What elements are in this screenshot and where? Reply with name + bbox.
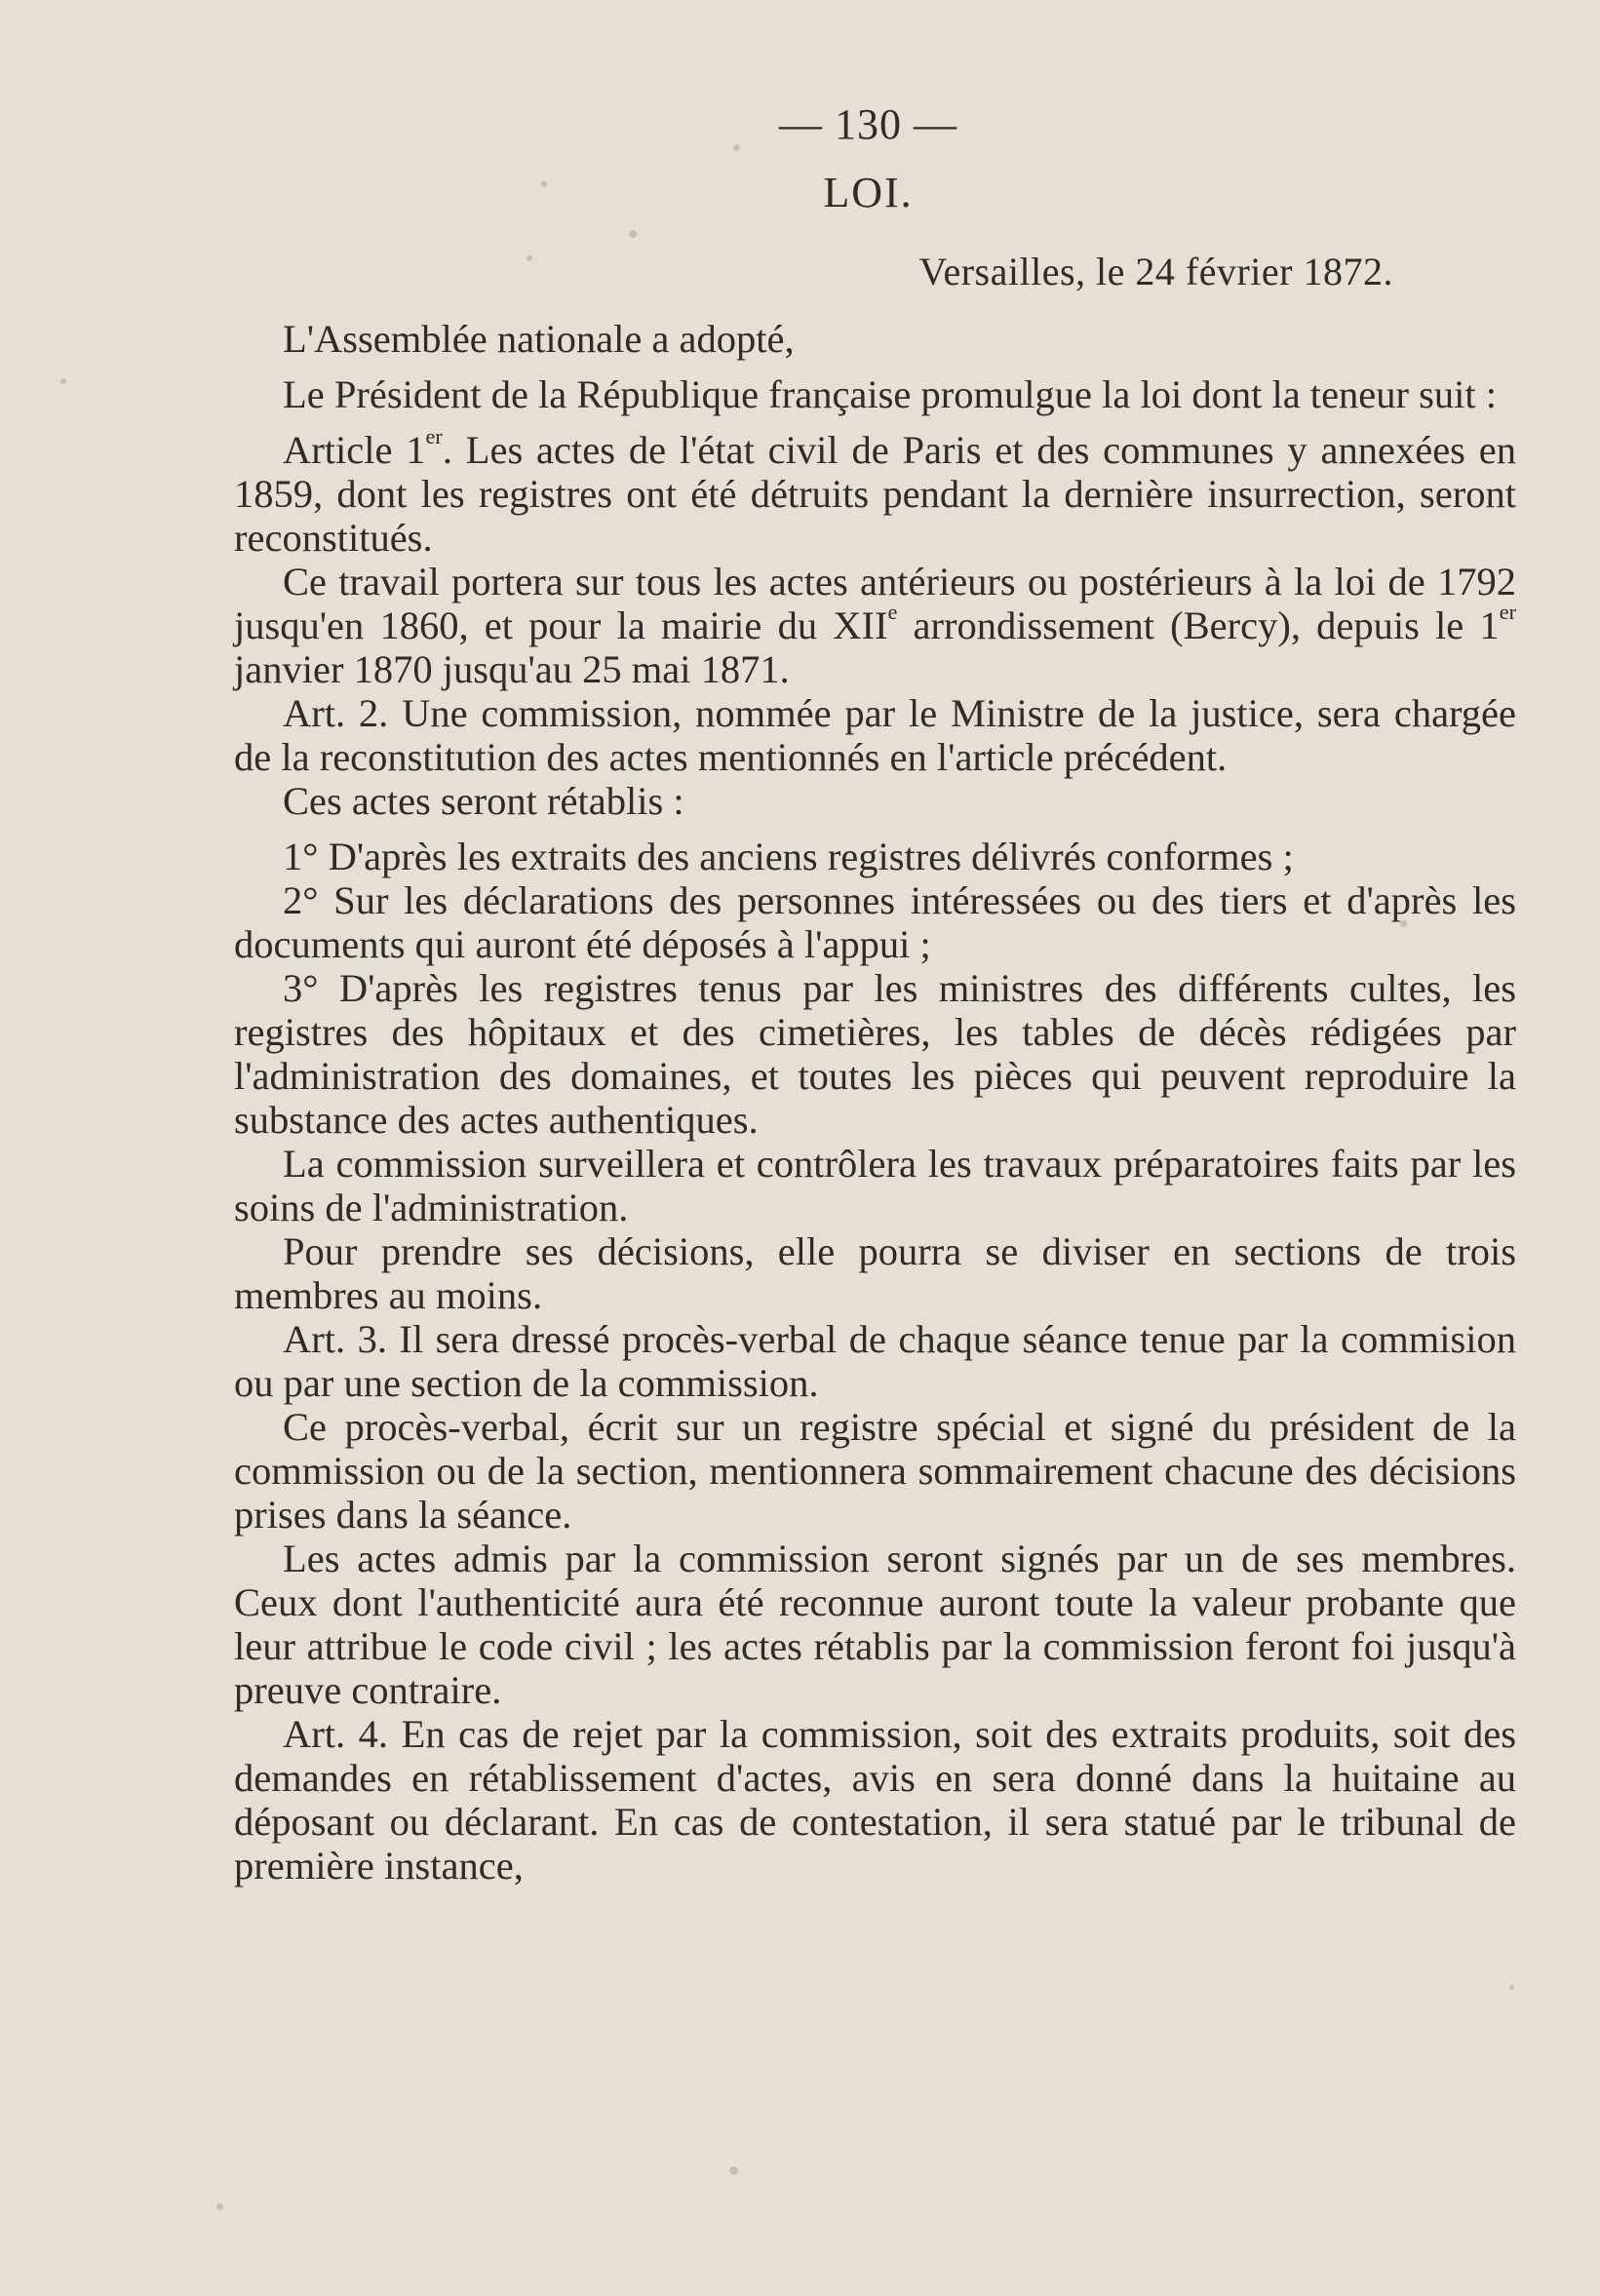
- ordinal-suffix: er: [1499, 599, 1516, 624]
- paragraph-promulgation: Le Président de la République française promulgue la loi dont la teneur suit :: [283, 372, 1498, 416]
- paragraph-proces-verbal: Ce procès-verbal, écrit sur un registre spécial et signé du président de la commission ou de la section, mentionnera sommairement chacune des décisions prises dans la séance.: [234, 1405, 1516, 1537]
- paragraph-article-3: Art. 3. Il sera dressé procès-verbal de chaque séance tenue par la commision ou par une section de la commission.: [234, 1317, 1516, 1405]
- paper-speck: [527, 255, 532, 261]
- scope-text-part-3: janvier 1870 jusqu'au 25 mai 1871.: [234, 647, 790, 691]
- law-title: LOI.: [823, 169, 914, 216]
- paragraph-adoption: L'Assemblée nationale a adopté,: [283, 317, 795, 361]
- paragraph-item-1: 1° D'après les extraits des anciens registres délivrés conformes ;: [283, 835, 1294, 878]
- paragraph-acts-admitted: Les actes admis par la commission seront signés par un de ses membres. Ceux dont l'authenticité aura été reconnue auront toute la valeur probante que leur attribue le code civil ; les actes rétablis par la commission feront foi jusqu'à preuve contraire.: [234, 1537, 1516, 1712]
- paper-speck: [216, 2203, 223, 2210]
- law-text: [234, 317, 1516, 1887]
- paragraph-commission-sections: Pour prendre ses décisions, elle pourra se diviser en sections de trois membres au moins.: [234, 1229, 1516, 1317]
- paragraph-article-2: Art. 2. Une commission, nommée par le Ministre de la justice, sera chargée de la reconstitution des actes mentionnés en l'article précédent.: [234, 691, 1516, 779]
- paper-speck: [729, 2166, 738, 2175]
- paragraph-acts-restored: Ces actes seront rétablis :: [283, 779, 684, 823]
- paragraph-item-2: 2° Sur les déclarations des personnes intéressées ou des tiers et d'après les documents qui auront été déposés à l'appui ;: [234, 878, 1516, 966]
- scope-text-part-2: arrondissement (Bercy), depuis le 1: [897, 603, 1500, 647]
- paper-speck: [1509, 1985, 1514, 1990]
- scope-text-part-1: Ce travail portera sur tous les actes antérieurs ou postérieurs à la loi de 1792 jusqu'en 1860, et pour la mairie du XII: [234, 560, 1516, 647]
- place-and-date: Versailles, le 24 février 1872.: [918, 250, 1393, 293]
- paper-speck: [629, 230, 637, 238]
- paragraph-article-4: Art. 4. En cas de rejet par la commission, soit des extraits produits, soit des demandes en rétablissement d'actes, avis en sera donné dans la huitaine au déposant ou déclarant. En cas de contestation, il sera statué par le tribunal de première instance,: [234, 1712, 1516, 1887]
- ordinal-suffix: er: [425, 423, 443, 448]
- article-1-lead: Article 1: [283, 428, 426, 472]
- paragraph-article-1: [234, 423, 1516, 560]
- paragraph-commission-supervision: La commission surveillera et contrôlera les travaux préparatoires faits par les soins de l'administration.: [234, 1142, 1516, 1229]
- article-1-text: . Les actes de l'état civil de Paris et des communes y annexées en 1859, dont les registres ont été détruits pendant la dernière insurrection, seront reconstitués.: [234, 428, 1516, 560]
- paper-speck: [60, 378, 66, 384]
- ordinal-suffix: e: [887, 599, 898, 624]
- paragraph-scope: [234, 560, 1516, 691]
- page-number: — 130 —: [779, 100, 957, 148]
- paragraph-item-3: 3° D'après les registres tenus par les ministres des différents cultes, les registres des hôpitaux et des cimetières, les tables de décès rédigées par l'administration des domaines, et toutes les pièces qui peuvent reproduire la substance des actes authentiques.: [234, 966, 1516, 1142]
